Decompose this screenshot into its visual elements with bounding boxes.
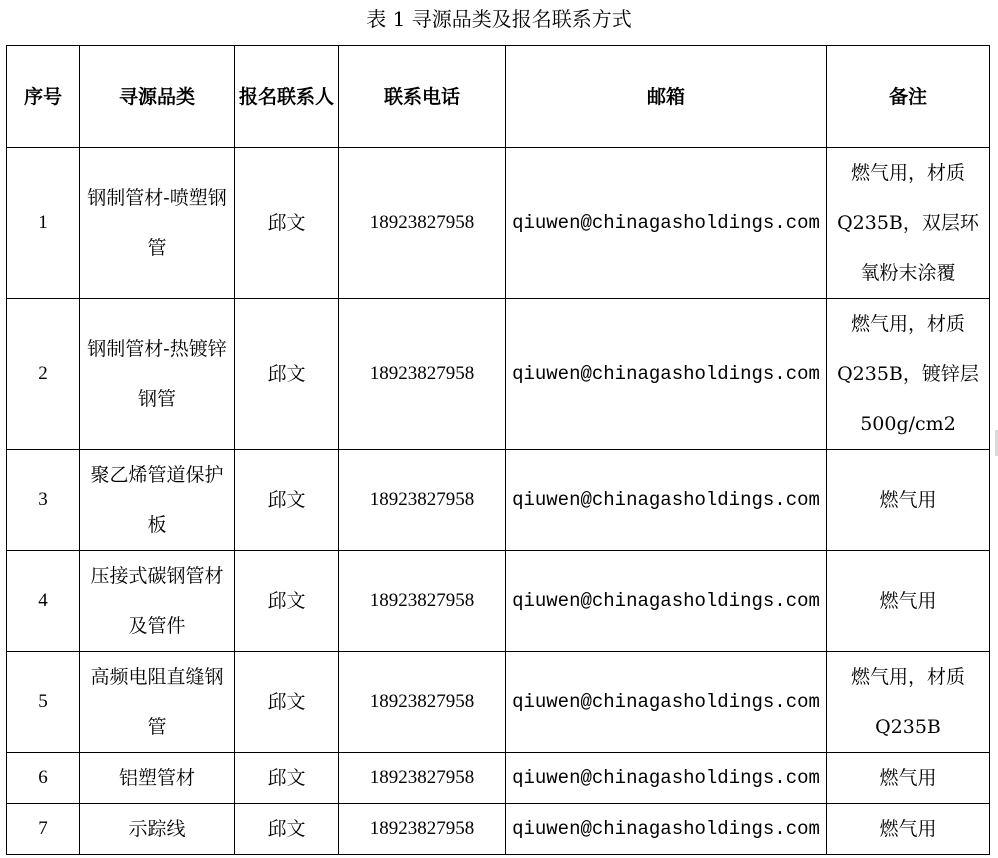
- row-category: 示踪线: [80, 804, 235, 855]
- row-category: 聚乙烯管道保护板: [80, 450, 235, 551]
- row-email[interactable]: qiuwen@chinagasholdings.com: [506, 804, 827, 855]
- row-index: 4: [7, 551, 80, 652]
- row-phone: 18923827958: [339, 299, 506, 450]
- table-caption: 表 1 寻源品类及报名联系方式: [366, 7, 632, 31]
- row-contact: 邱文: [235, 652, 339, 753]
- header-phone: 联系电话: [339, 46, 506, 148]
- row-email[interactable]: qiuwen@chinagasholdings.com: [506, 753, 827, 804]
- row-category: 钢制管材-热镀锌钢管: [80, 299, 235, 450]
- row-category: 钢制管材-喷塑钢管: [80, 148, 235, 299]
- row-email[interactable]: qiuwen@chinagasholdings.com: [506, 652, 827, 753]
- row-remarks: 燃气用: [827, 450, 990, 551]
- row-email[interactable]: qiuwen@chinagasholdings.com: [506, 551, 827, 652]
- row-contact: 邱文: [235, 804, 339, 855]
- header-remarks: 备注: [827, 46, 990, 148]
- row-contact: 邱文: [235, 450, 339, 551]
- row-contact: 邱文: [235, 148, 339, 299]
- table-row: [7, 299, 990, 450]
- row-index: 1: [7, 148, 80, 299]
- row-index: 5: [7, 652, 80, 753]
- row-remarks: 燃气用，材质Q235B，双层环氧粉末涂覆: [827, 148, 990, 299]
- row-email[interactable]: qiuwen@chinagasholdings.com: [506, 299, 827, 450]
- row-phone: 18923827958: [339, 148, 506, 299]
- table-row: [7, 652, 990, 753]
- row-email[interactable]: qiuwen@chinagasholdings.com: [506, 148, 827, 299]
- row-phone: 18923827958: [339, 450, 506, 551]
- row-phone: 18923827958: [339, 753, 506, 804]
- header-contact-person: 报名联系人: [235, 46, 339, 148]
- header-row: [7, 46, 990, 148]
- row-contact: 邱文: [235, 753, 339, 804]
- table-row: [7, 551, 990, 652]
- row-category: 压接式碳钢管材及管件: [80, 551, 235, 652]
- table-row: [7, 148, 990, 299]
- table-row: [7, 753, 990, 804]
- row-remarks: 燃气用: [827, 551, 990, 652]
- row-index: 2: [7, 299, 80, 450]
- table-row: [7, 804, 990, 855]
- row-email[interactable]: qiuwen@chinagasholdings.com: [506, 450, 827, 551]
- row-phone: 18923827958: [339, 652, 506, 753]
- row-contact: 邱文: [235, 551, 339, 652]
- row-remarks: 燃气用，材质Q235B，镀锌层500g/cm2: [827, 299, 990, 450]
- row-index: 7: [7, 804, 80, 855]
- header-email: 邮箱: [506, 46, 827, 148]
- table-row: [7, 450, 990, 551]
- header-index: 序号: [7, 46, 80, 148]
- sourcing-contact-table: [6, 45, 990, 855]
- row-contact: 邱文: [235, 299, 339, 450]
- row-remarks: 燃气用，材质Q235B: [827, 652, 990, 753]
- row-index: 6: [7, 753, 80, 804]
- row-index: 3: [7, 450, 80, 551]
- row-remarks: 燃气用: [827, 753, 990, 804]
- row-remarks: 燃气用: [827, 804, 990, 855]
- row-phone: 18923827958: [339, 551, 506, 652]
- row-category: 高频电阻直缝钢管: [80, 652, 235, 753]
- row-phone: 18923827958: [339, 804, 506, 855]
- row-category: 铝塑管材: [80, 753, 235, 804]
- header-category: 寻源品类: [80, 46, 235, 148]
